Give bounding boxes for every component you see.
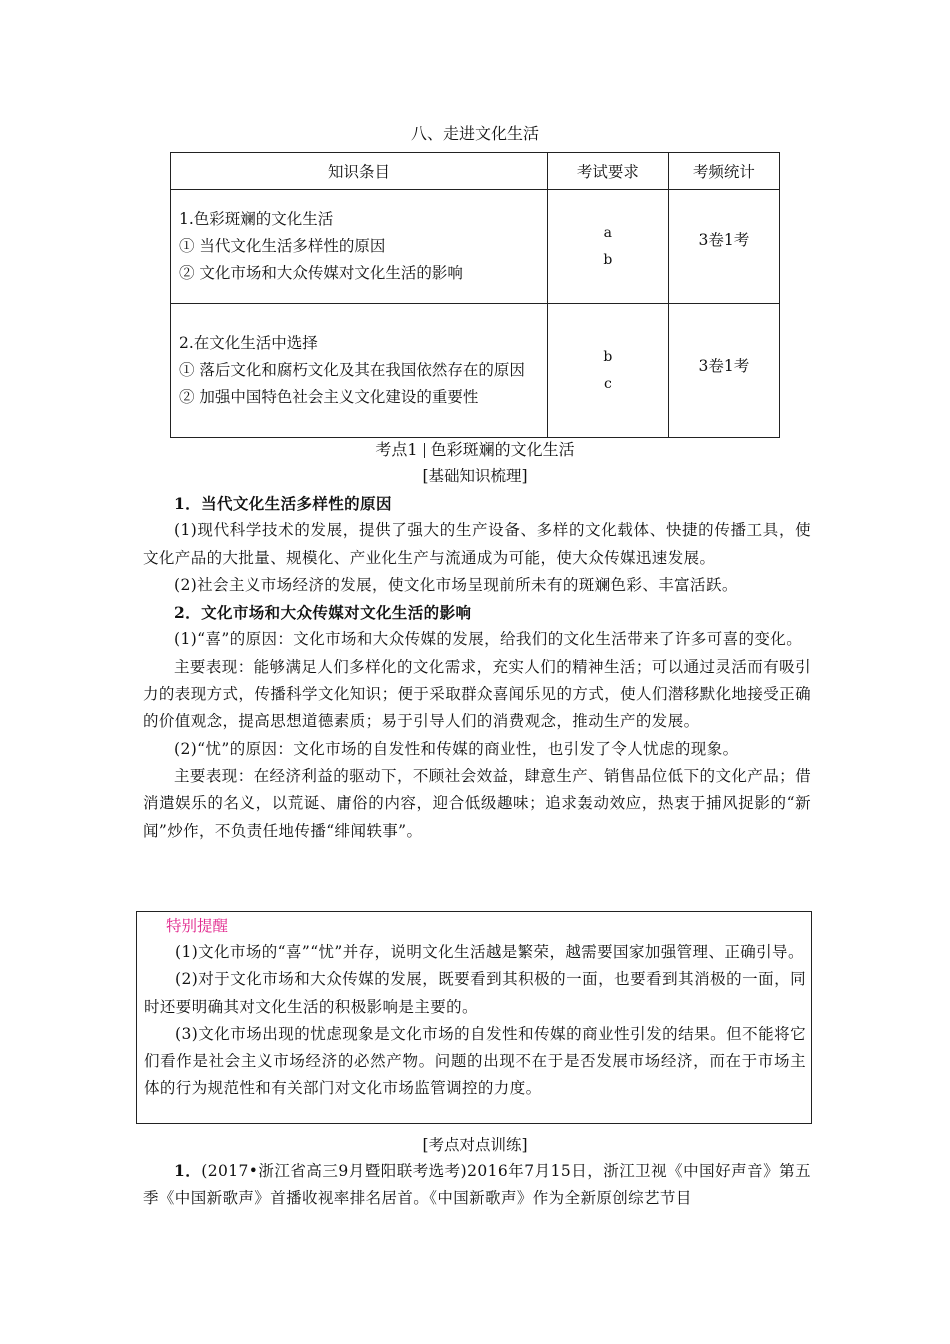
paragraph: (1)“喜”的原因：文化市场和大众传媒的发展，给我们的文化生活带来了许多可喜的变化。 [174,630,803,649]
table-header: 知识条目 [171,153,548,190]
paragraph: (2)社会主义市场经济的发展，使文化市场呈现前所未有的斑斓色彩、丰富活跃。 [174,575,738,594]
knowledge-table [170,152,780,438]
section-name: 色彩斑斓的文化生活 [430,440,575,459]
item-sub: ① 落后文化和腐朽文化及其在我国依然存在的原因 [179,361,525,379]
requirement-level: b [603,348,613,365]
question [143,1157,811,1213]
section-title [0,437,950,460]
requirement-level: a [603,224,613,241]
table-row [171,190,780,304]
knowledge-item-cell [171,304,548,438]
note-label: 特别提醒 [166,917,229,935]
frequency-cell: 3卷1考 [668,304,779,438]
paragraph: 主要表现：能够满足人们多样化的文化需求，充实人们的精神生活；可以通过灵活而有吸引力的表现方式，传播科学文化知识；便于采取群众喜闻乐见的方式，使人们潜移默化地接受正确的价值观念，提高思想道德素质；易于引导人们的消费观念，推动生产的发展。 [143,657,811,731]
knowledge-item-cell [171,190,548,304]
item-title: 1.色彩斑斓的文化生活 [179,210,334,228]
question-source: (2017•浙江省高三9月暨阳联考选考) [201,1162,468,1180]
paragraph: 主要表现：在经济利益的驱动下，不顾社会效益，肆意生产、销售品位低下的文化产品；借消遣娱乐的名义，以荒诞、庸俗的内容，迎合低级趣味；追求轰动效应，热衷于捕风捉影的“新闻”炒作，不负责任地传播“绯闻轶事”。 [143,766,811,840]
question-text: 2016年7月15日，浙江卫视《中国好声音》第五季《中国新歌声》首播收视率排名居首。《中国新歌声》作为全新原创综艺节目 [143,1162,812,1208]
item-sub: ② 文化市场和大众传媒对文化生活的影响 [179,264,463,282]
paragraph: (1)现代科学技术的发展，提供了强大的生产设备、多样的文化载体、快捷的传播工具，使文化产品的大批量、规模化、产业化生产与流通成为可能，使大众传媒迅速发展。 [143,521,811,567]
note-item: (3)文化市场出现的忧虑现象是文化市场的自发性和传媒的商业性引发的结果。但不能将它们看作是社会主义市场经济的必然产物。问题的出现不在于是否发展市场经济，而在于市场主体的行为规范性和有关部门对文化市场监管调控的力度。 [144,1024,806,1098]
frequency-cell: 3卷1考 [668,190,779,304]
note-item: (1)文化市场的“喜”“忧”并存，说明文化生活越是繁荣，越需要国家加强管理、正确引导。 [175,943,804,961]
paragraph-heading: 2．文化市场和大众传媒对文化生活的影响 [174,603,472,623]
table-header-row [171,153,780,190]
section-divider [424,443,425,458]
special-note-box [136,911,812,1124]
requirement-level: b [603,251,613,268]
item-title: 2.在文化生活中选择 [179,334,318,352]
item-sub: ① 当代文化生活多样性的原因 [179,237,386,255]
requirement-level: c [603,375,612,392]
table-row [171,304,780,438]
question-content [143,1157,811,1213]
table-header: 考频统计 [668,153,779,190]
requirement-cell [547,190,668,304]
main-content [143,490,811,845]
table-header: 考试要求 [547,153,668,190]
note-content [144,939,806,1103]
page-title: 八、走进文化生活 [410,124,539,143]
question-number: 1． [174,1161,202,1180]
item-sub: ② 加强中国特色社会主义文化建设的重要性 [179,388,479,406]
paragraph-heading: 1．当代文化生活多样性的原因 [174,494,392,513]
section-label: 考点1 [375,440,418,459]
note-item: (2)对于文化市场和大众传媒的发展，既要看到其积极的一面，也要看到其消极的一面，同时还要明确其对文化生活的积极影响是主要的。 [144,970,806,1016]
basic-heading: [基础知识梳理] [422,467,528,485]
paragraph: (2)“忧”的原因：文化市场的自发性和传媒的商业性，也引发了令人忧虑的现象。 [174,739,739,758]
requirement-cell [547,304,668,438]
training-heading: [考点对点训练] [422,1136,528,1154]
